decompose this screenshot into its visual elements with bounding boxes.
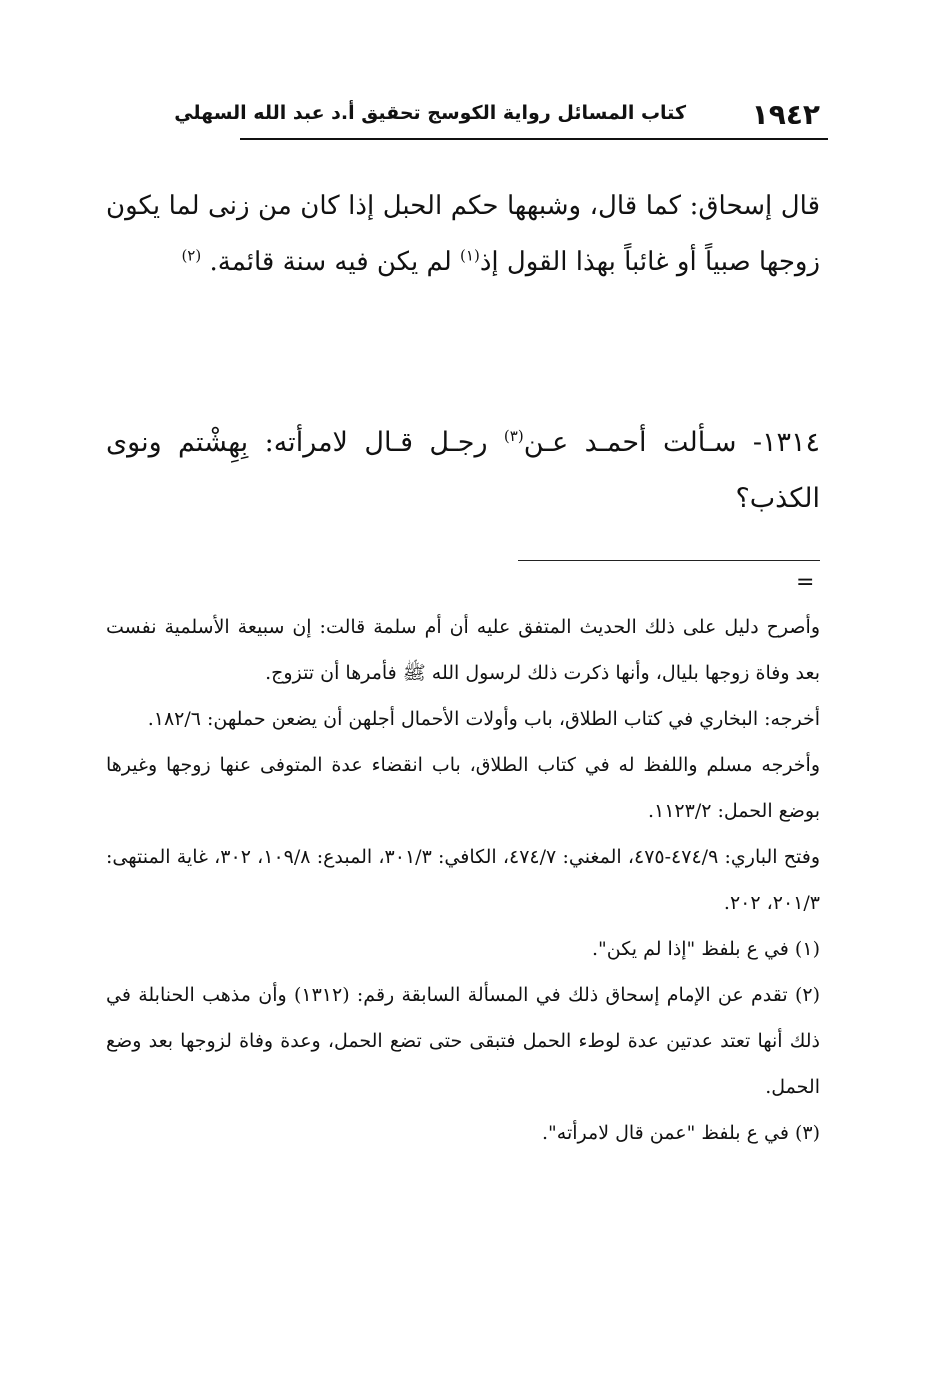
paragraph-ishaq <box>106 178 820 290</box>
footnote-ref-1: (١) <box>460 246 480 265</box>
running-title: كتاب المسائل رواية الكوسج تحقيق أ.د عبد الله السهلي <box>174 102 686 124</box>
paragraph-ishaq-text-b: لم يكن فيه سنة قائمة. <box>209 247 461 277</box>
footnote-muslim: وأخرجه مسلم واللفظ له في كتاب الطلاق، باب انقضاء عدة المتوفى عنها زوجها وغيرها بوضع الحمل: ١١٢٣/٢. <box>106 754 820 822</box>
footnote-ref-2: (٢) <box>181 246 202 265</box>
footnote-2: (٢) تقدم عن الإمام إسحاق ذلك في المسألة السابقة رقم: (١٣١٢) وأن مذهب الحنابلة في ذلك أنها تعتد عدتين عدة لوطء الحمل فتبقى حتى تضع الحمل، وعدة وفاة لزوجها بعد وضع الحمل. <box>106 984 820 1098</box>
continuation-mark: = <box>796 570 815 595</box>
header-rule <box>240 138 828 140</box>
page-header <box>174 96 828 140</box>
footnote-continuation-hadith: وأصرح دليل على ذلك الحديث المتفق عليه أن أم سلمة قالت: إن سبيعة الأسلمية نفست بعد وفاة زوجها بليال، وأنها ذكرت ذلك لرسول الله ﷺ فأمرها أن تتزوج. <box>106 616 820 684</box>
footnote-ref-3: (٣) <box>503 427 524 445</box>
question-1314 <box>106 415 820 527</box>
footnotes <box>106 604 820 1156</box>
footnote-3: (٣) في ع بلفظ "عمن قال لامرأته". <box>542 1122 820 1144</box>
paragraph-ishaq-text-a: قال إسحاق: كما قال، وشبهها حكم الحبل إذا كان من زنى لما يكون زوجها صبياً أو غائباً بهذا القول إذ <box>106 191 820 277</box>
question-1314-text-a: ١٣١٤- سـألت أحمـد عـن <box>523 427 820 458</box>
footnote-bukhari: أخرجه: البخاري في كتاب الطلاق، باب وأولات الأحمال أجلهن أن يضعن حملهن: ١٨٢/٦. <box>147 708 820 730</box>
footnote-references: وفتح الباري: ٤٧٤/٩-٤٧٥، المغني: ٤٧٤/٧، الكافي: ٣٠١/٣، المبدع: ١٠٩/٨، ٣٠٢، غاية المنتهى: ٢٠١/٣، ٢٠٢. <box>106 846 820 914</box>
page-number: ١٩٤٢ <box>751 98 820 131</box>
footnote-separator <box>518 560 820 561</box>
footnote-1: (١) في ع بلفظ "إذا لم يكن". <box>592 938 820 960</box>
question-1314-text-b: رجـل قـال لامرأته: بِهِشْتم ونوى الكذب؟ <box>106 427 820 514</box>
